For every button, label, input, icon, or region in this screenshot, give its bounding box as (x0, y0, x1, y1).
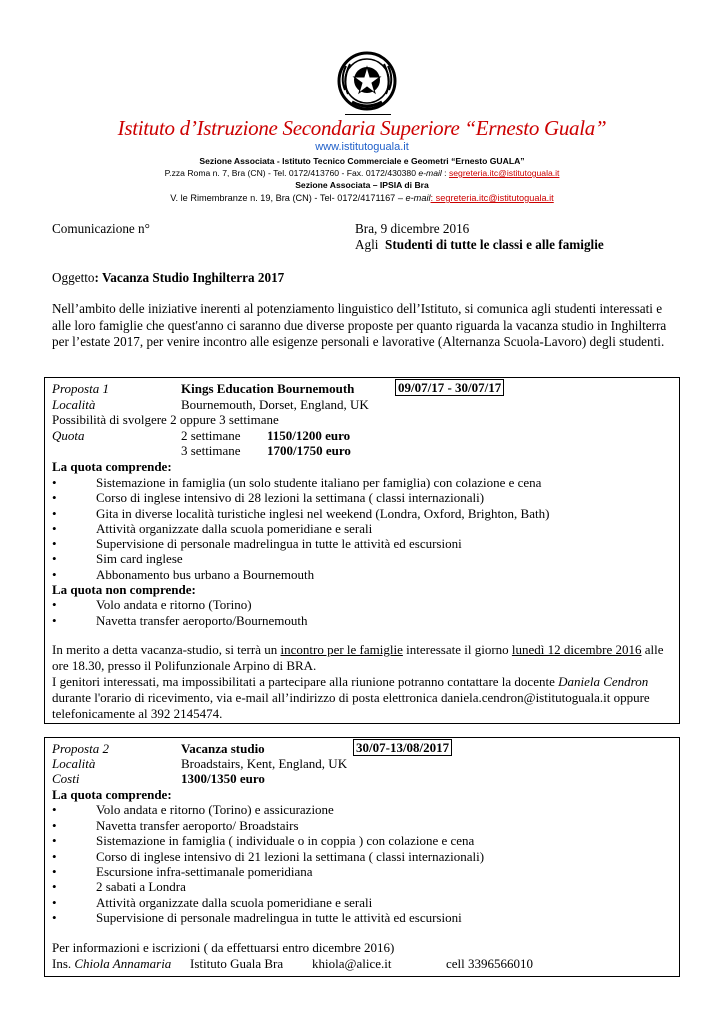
section1-email-link[interactable]: segreteria.itc@istitutoguala.it (448, 168, 560, 178)
proposal2-location: Broadstairs, Kent, England, UK (181, 756, 348, 771)
proposal2-dates: 30/07-13/08/2017 (353, 740, 452, 755)
intro-paragraph: Nell’ambito delle iniziative inerenti al potenziamento linguistico dell’Istituto, si comunica agli studenti interessati e alle loro famiglie che quest'anno ci saranno due diverse proposte per quanto riguarda la vacanza studio in Inghilterra per l’estate 2017, per venire incontro alle esigenze personali e lavorative (Alternanza Scuola-Lavoro) degli studenti. (52, 301, 667, 349)
section1-title: Sezione Associata - Istituto Tecnico Commerciale e Geometri “Ernesto GUALA” (199, 156, 525, 166)
section1-contacts: P.zza Roma n. 7, Bra (CN) - Tel. 0172/413760 - Fax. 0172/430380 e-mail : segreteria.itc@istitutoguala.it (164, 168, 560, 178)
proposal2-info: Per informazioni e iscrizioni ( da effettuarsi entro dicembre 2016) (52, 940, 395, 955)
section2-email-link[interactable]: : segreteria.itc@istitutoguala.it (430, 193, 554, 203)
proposal1-label: Proposta 1 (52, 381, 109, 396)
proposal1-name: Kings Education Bournemouth (181, 381, 355, 396)
communication-number: Comunicazione n° (52, 221, 150, 236)
section2-title: Sezione Associata – IPSIA di Bra (295, 180, 429, 190)
letter-recipients: Agli Studenti di tutte le classi e alle famiglie (355, 237, 604, 252)
proposal1-fee-price-1: 1150/1200 euro (267, 428, 351, 443)
proposal1-includes-title: La quota comprende: (52, 459, 172, 474)
proposal2-label: Proposta 2 (52, 741, 109, 756)
proposal2-email[interactable]: khiola@alice.it (312, 956, 392, 971)
letter-date: Bra, 9 dicembre 2016 (355, 221, 470, 236)
proposal1-location: Bournemouth, Dorset, England, UK (181, 397, 369, 412)
proposal1-meeting-paragraph: In merito a detta vacanza-studio, si terrà un incontro per le famiglie interessate il giorno lunedì 12 dicembre 2016 alle ore 18.30, presso il Polifunzionale Arpino di BRA. (52, 642, 664, 673)
emblem-divider (345, 114, 391, 115)
proposal2-teacher: Ins. Chiola Annamaria (52, 956, 172, 971)
proposal1-fee-price-2: 1700/1750 euro (267, 443, 351, 458)
proposal2-phone: cell 3396566010 (446, 956, 534, 971)
italian-republic-emblem (336, 50, 398, 112)
proposal1-fee-weeks-2: 3 settimane (181, 443, 241, 458)
institute-title: Istituto d’Istruzione Secondaria Superiore “Ernesto Guala” (117, 116, 607, 140)
proposal1-fee-weeks-1: 2 settimane (181, 428, 241, 443)
section2-contacts: V. le Rimembranze n. 19, Bra (CN) - Tel- 0172/4171167 – e-mail: segreteria.itc@istitutoguala.it (170, 193, 554, 203)
website-link[interactable]: www.istitutoguala.it (315, 141, 409, 153)
proposal1-duration-note: Possibilità di svolgere 2 oppure 3 settimane (52, 412, 279, 427)
proposal1-contact-paragraph: I genitori interessati, ma impossibilitati a partecipare alla riunione potranno contattare la docente Daniela Cendron durante l'orario di ricevimento, via e-mail all’indirizzo di posta elettronica daniela.cendron@istitutoguala.it oppure telefonicamente al 392 2145474. (52, 674, 650, 721)
proposal2-name: Vacanza studio (181, 741, 265, 756)
proposal2-location-label: Località (52, 756, 96, 771)
proposal1-excludes-title: La quota non comprende: (52, 582, 196, 597)
proposal2-school: Istituto Guala Bra (190, 956, 284, 971)
proposal2-cost-label: Costi (52, 771, 80, 786)
proposal2-cost: 1300/1350 euro (181, 771, 265, 786)
proposal2-includes-title: La quota comprende: (52, 787, 172, 802)
proposal1-location-label: Località (52, 397, 96, 412)
proposal1-dates: 09/07/17 - 30/07/17 (395, 380, 504, 395)
proposal1-fee-label: Quota (52, 428, 85, 443)
letter-subject: Oggetto: Vacanza Studio Inghilterra 2017 (52, 270, 285, 285)
